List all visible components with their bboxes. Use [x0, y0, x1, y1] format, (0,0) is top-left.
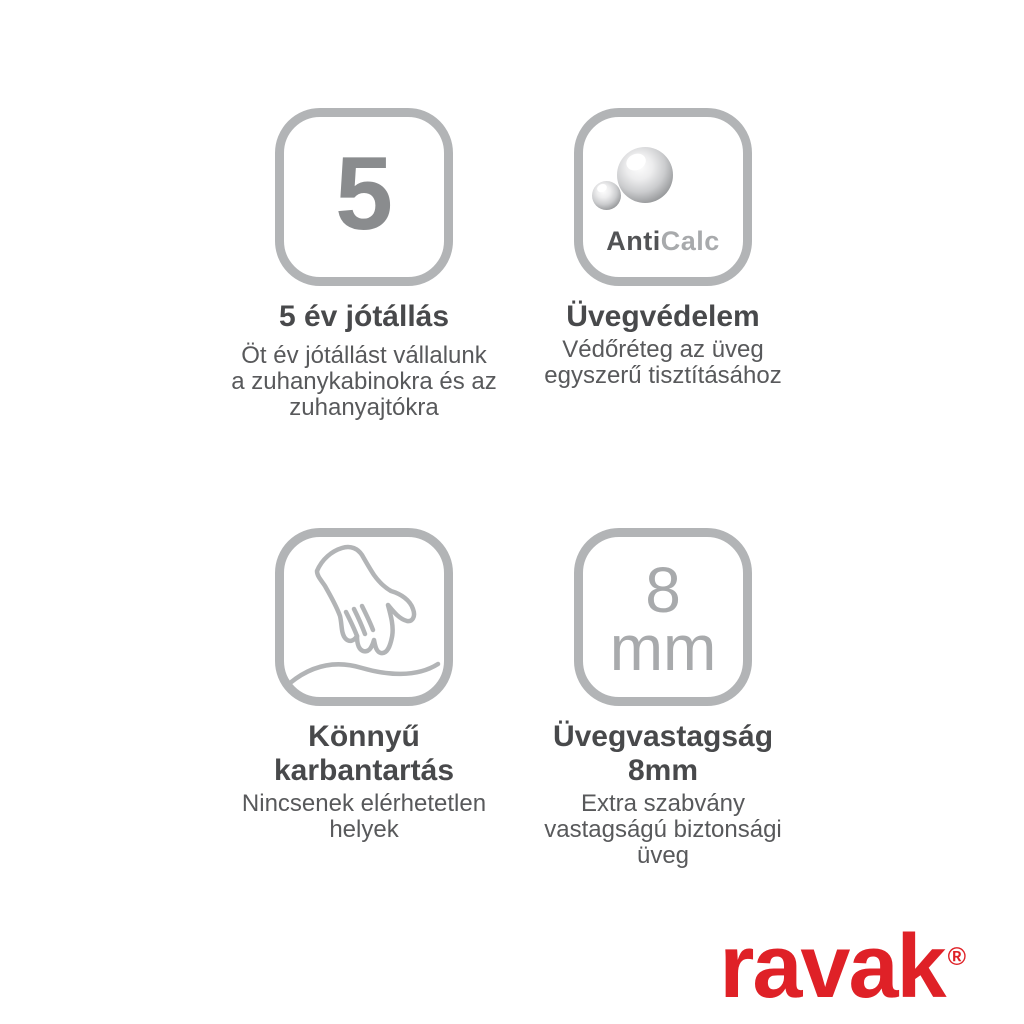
ravak-logo-text: ravak	[719, 917, 945, 1017]
five-number: 5	[335, 136, 393, 252]
feature-title: 5 év jótállás	[278, 300, 450, 333]
anticalc-wordmark	[583, 228, 743, 255]
feature-description: Öt év jótállást vállalunk a zuhanykabinokra és az zuhanyajtókra	[231, 342, 497, 421]
feature-glass-thickness	[503, 528, 823, 869]
feature-description: Védőréteg az üveg egyszerű tisztításához	[544, 336, 782, 389]
water-drop-bubble-small-icon	[592, 181, 621, 210]
water-drop-bubble-icon	[617, 147, 673, 203]
feature-description: Nincsenek elérhetetlen helyek	[241, 790, 487, 843]
feature-easy-maintenance	[204, 528, 524, 843]
feature-title: Könnyű karbantartás	[273, 720, 455, 787]
registered-trademark-symbol: ®	[947, 943, 966, 971]
anticalc-word-calc: Calc	[660, 226, 720, 256]
thickness-8mm-icon	[609, 554, 717, 684]
ravak-logo	[719, 917, 966, 1017]
feature-glass-protection	[503, 108, 823, 389]
anticalc-word-anti: Anti	[606, 226, 661, 256]
hand-touch-icon	[284, 537, 444, 697]
thickness-unit: mm	[609, 612, 717, 684]
feature-warranty	[204, 108, 524, 421]
thickness-value: 8	[645, 554, 681, 626]
feature-title: Üvegvastagság 8mm	[552, 720, 774, 787]
thickness-badge	[574, 528, 752, 706]
feature-description: Extra szabvány vastagságú biztonsági üveg	[544, 790, 782, 869]
anticalc-badge	[574, 108, 752, 286]
feature-title: Üvegvédelem	[566, 300, 760, 333]
warranty-badge	[275, 108, 453, 286]
maintenance-badge	[275, 528, 453, 706]
